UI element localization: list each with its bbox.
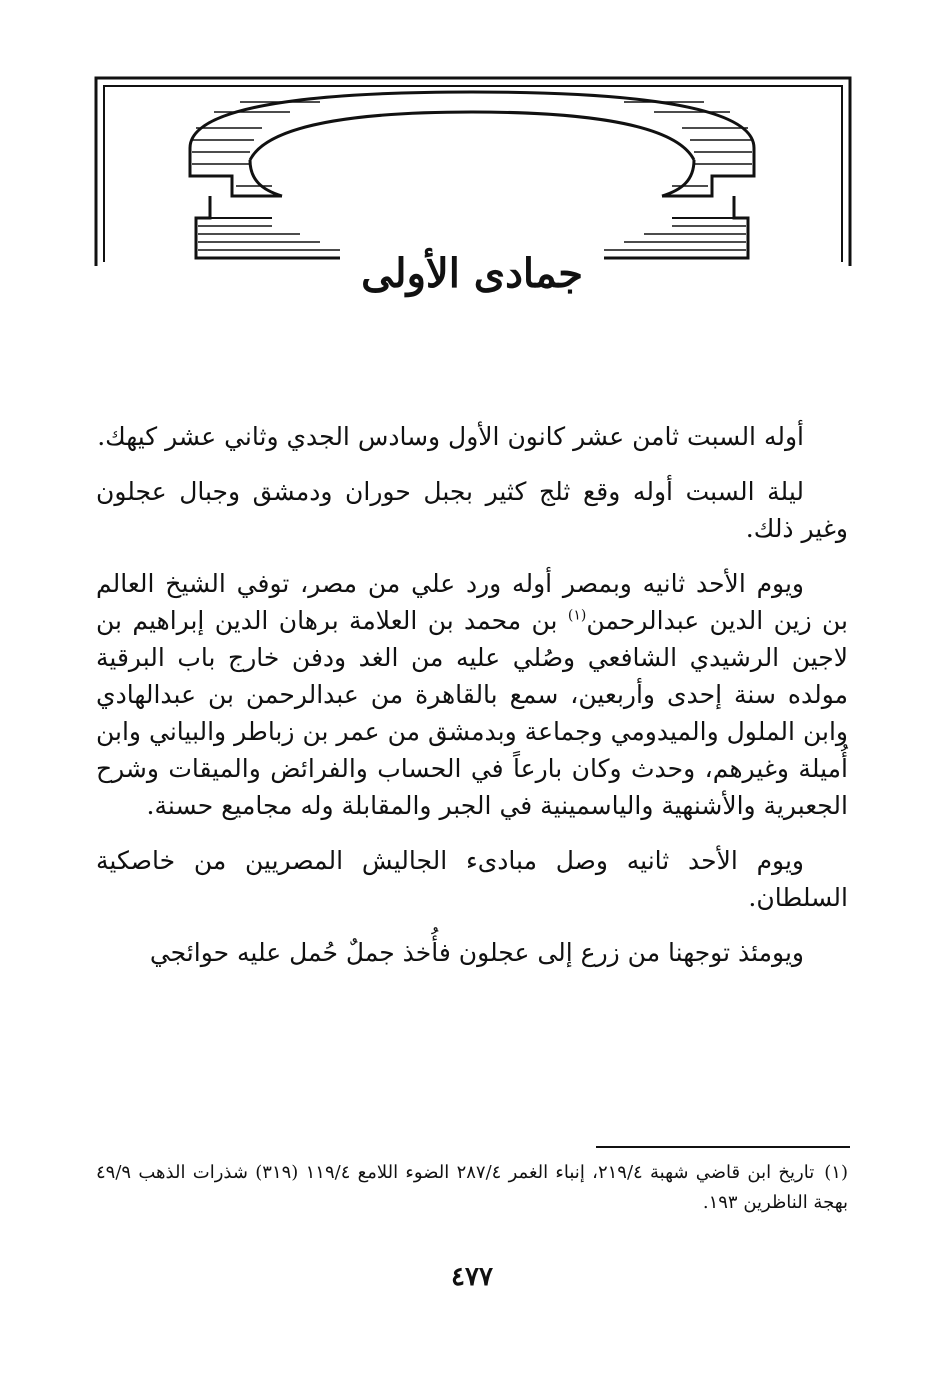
arch-band bbox=[190, 92, 754, 196]
footnote-marker: (١) bbox=[824, 1162, 848, 1183]
body-text bbox=[96, 418, 848, 989]
chapter-title: جمادى الأولى bbox=[361, 250, 583, 297]
footnote-text: تاريخ ابن قاضي شهبة ٢١٩/٤، إنباء الغمر ٢٨٧/٤ الضوء اللامع ١١٩/٤ (٣١٩) شذرات الذهب ٤٩/٩ بهجة الناظرين ١٩٣. bbox=[96, 1162, 848, 1213]
footnote-reference[interactable]: (١) bbox=[567, 607, 587, 624]
paragraph-3-continuation: بن محمد بن العلامة برهان الدين إبراهيم بن لاجين الرشيدي الشافعي وصُلي عليه من الغد ودفن خارج باب البرقية مولده سنة إحدى وأربعين، سمع بالقاهرة من عبدالرحمن بن عبدالهادي وابن الملول والميدومي وجماعة وبدمشق من عمر بن زباطر والبياني وابن أُميلة وغيرهم، وحدث وكان بارعاً في الحساب والفرائض والميقات وشرح الجعبرية والأشنهية والياسمينية في الجبر والمقابلة وله مجاميع حسنة. bbox=[96, 606, 848, 820]
paragraph-2: ليلة السبت أوله وقع ثلج كثير بجبل حوران ودمشق وجبال عجلون وغير ذلك. bbox=[96, 477, 848, 543]
page-number: ٤٧٧ bbox=[451, 1262, 493, 1292]
paragraph-3 bbox=[96, 565, 848, 824]
footnote bbox=[96, 1158, 848, 1218]
paragraph-4: ويوم الأحد ثانيه وصل مبادىء الجاليش المصريين من خاصكية السلطان. bbox=[96, 846, 848, 912]
paragraph-1: أوله السبت ثامن عشر كانون الأول وسادس الجدي وثاني عشر كيهك. bbox=[97, 422, 804, 451]
footnote-divider bbox=[596, 1146, 850, 1148]
paragraph-3-opening: ويوم الأحد ثانيه وبمصر أوله ورد علي من مصر، توفي الشيخ العالم بن زين الدين عبدالرحمن bbox=[96, 569, 848, 635]
paragraph-5: ويومئذ توجهنا من زرع إلى عجلون فأُخذ جملٌ حُمل عليه حوائجي bbox=[149, 938, 804, 967]
